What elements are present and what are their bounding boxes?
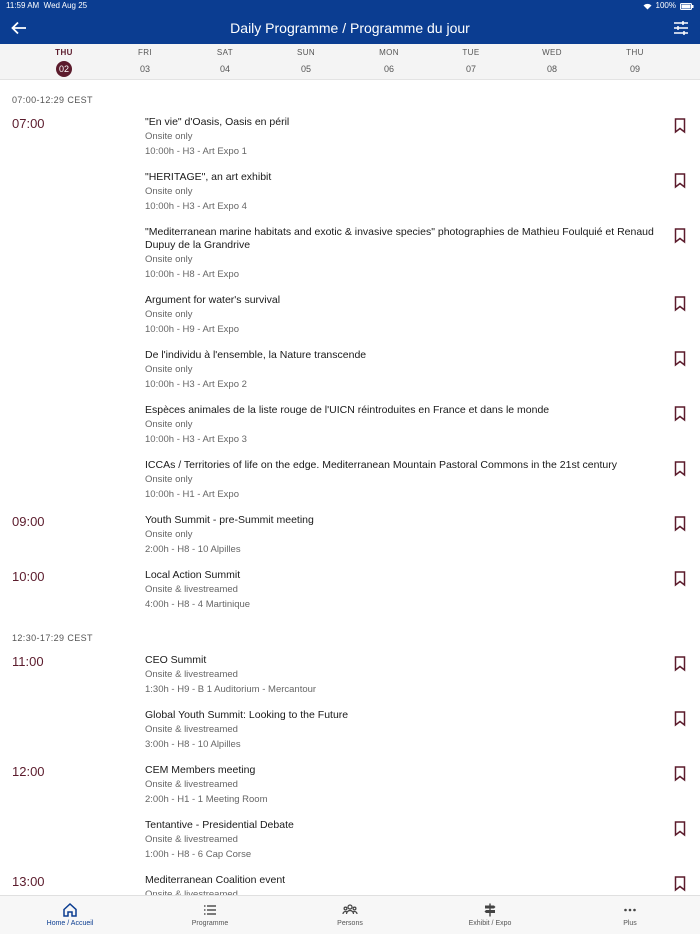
session-row[interactable] — [0, 453, 700, 508]
tab-label: Plus — [623, 920, 637, 927]
session-details: 2:00h - H8 - 10 Alpilles — [145, 544, 241, 555]
day-name: MON — [379, 48, 399, 57]
session-body — [145, 220, 655, 288]
more-icon — [580, 902, 680, 918]
bookmark-icon[interactable] — [674, 571, 686, 586]
session-title: Global Youth Summit: Looking to the Future — [145, 709, 349, 721]
bookmark-icon[interactable] — [674, 406, 686, 421]
session-time: 07:00 — [12, 116, 45, 131]
day-tab[interactable] — [605, 47, 665, 77]
session-mode: Onsite only — [145, 474, 193, 485]
session-details: 10:00h - H1 - Art Expo — [145, 489, 239, 500]
session-title: Mediterranean Coalition event — [145, 874, 286, 886]
session-body — [145, 110, 655, 165]
bookmark-icon[interactable] — [674, 516, 686, 531]
time-block-header: 07:00-12:29 CEST — [12, 95, 93, 105]
session-mode: Onsite only — [145, 364, 193, 375]
day-tab[interactable] — [115, 47, 175, 77]
session-body — [145, 453, 655, 508]
tab-item[interactable] — [300, 902, 400, 927]
session-row[interactable] — [0, 508, 700, 563]
session-mode: Onsite only — [145, 529, 193, 540]
session-mode: Onsite & livestreamed — [145, 724, 238, 735]
app-bar — [0, 12, 700, 44]
tab-label: Persons — [337, 920, 363, 927]
session-title: CEM Members meeting — [145, 764, 256, 776]
session-details: 10:00h - H9 - Art Expo — [145, 324, 239, 335]
session-body — [145, 703, 655, 758]
bookmark-icon[interactable] — [674, 656, 686, 671]
session-body — [145, 648, 655, 703]
day-number: 08 — [546, 64, 557, 74]
session-row[interactable] — [0, 703, 700, 758]
day-selector — [0, 44, 700, 80]
session-row[interactable] — [0, 288, 700, 343]
day-number: 04 — [219, 64, 230, 74]
session-row[interactable] — [0, 648, 700, 703]
session-title: Tentantive - Presidential Debate — [145, 819, 294, 831]
arrow-left-icon[interactable] — [10, 19, 28, 37]
session-row[interactable] — [0, 758, 700, 813]
session-row[interactable] — [0, 110, 700, 165]
day-name: FRI — [137, 48, 153, 57]
sliders-icon[interactable] — [672, 19, 690, 37]
status-left — [6, 0, 87, 12]
session-details: 10:00h - H3 - Art Expo 4 — [145, 201, 247, 212]
session-title: Local Action Summit — [145, 569, 241, 581]
day-tab[interactable] — [359, 47, 419, 77]
session-details: 3:00h - H8 - 10 Alpilles — [145, 739, 241, 750]
list-icon — [160, 902, 260, 918]
session-row[interactable] — [0, 165, 700, 220]
session-mode: Onsite only — [145, 254, 193, 265]
session-row[interactable] — [0, 398, 700, 453]
day-number: 05 — [300, 64, 311, 74]
session-details: 2:00h - H1 - 1 Meeting Room — [145, 794, 268, 805]
home-icon — [20, 902, 120, 918]
bookmark-icon[interactable] — [674, 351, 686, 366]
tab-item[interactable] — [580, 902, 680, 927]
day-name: THU — [626, 48, 644, 57]
session-title: Youth Summit - pre-Summit meeting — [145, 514, 314, 526]
session-title: "Mediterranean marine habitats and exotic & invasive species" photographies de Mathieu Foulquié et Renaud Dupuy de la Grandrive — [145, 226, 654, 251]
session-mode: Onsite only — [145, 131, 193, 142]
session-time: 09:00 — [12, 514, 45, 529]
day-tab[interactable] — [441, 47, 501, 77]
session-row[interactable] — [0, 563, 700, 618]
day-number: 06 — [383, 64, 394, 74]
bookmark-icon[interactable] — [674, 876, 686, 891]
session-title: CEO Summit — [145, 654, 207, 666]
bookmark-icon[interactable] — [674, 296, 686, 311]
session-body — [145, 508, 655, 563]
session-title: "HERITAGE", an art exhibit — [145, 171, 272, 183]
session-time: 11:00 — [12, 654, 44, 669]
status-time: 11:59 AM — [6, 1, 40, 10]
session-details: 10:00h - H3 - Art Expo 2 — [145, 379, 247, 390]
session-body — [145, 563, 655, 618]
session-mode: Onsite only — [145, 419, 193, 430]
session-time: 13:00 — [12, 874, 45, 889]
day-tab[interactable] — [522, 47, 582, 77]
session-mode: Onsite & livestreamed — [145, 669, 238, 680]
session-body — [145, 343, 655, 398]
session-title: Argument for water's survival — [145, 294, 281, 306]
status-bar — [0, 0, 700, 12]
session-details: 1:30h - H9 - B 1 Auditorium - Mercantour — [145, 684, 317, 695]
bookmark-icon[interactable] — [674, 711, 686, 726]
session-row[interactable] — [0, 220, 700, 288]
tab-label: Home / Accueil — [46, 920, 94, 927]
session-details: 1:00h - H8 - 6 Cap Corse — [145, 849, 252, 860]
time-block-header: 12:30-17:29 CEST — [12, 633, 93, 643]
status-right — [643, 0, 694, 12]
session-row[interactable] — [0, 343, 700, 398]
day-tab[interactable] — [276, 47, 336, 77]
session-title: ICCAs / Territories of life on the edge. Mediterranean Mountain Pastoral Commons in the 21st century — [145, 459, 617, 471]
bookmark-icon[interactable] — [674, 173, 686, 188]
session-details: 10:00h - H3 - Art Expo 1 — [145, 146, 247, 157]
session-title: De l'individu à l'ensemble, la Nature transcende — [145, 349, 367, 361]
bookmark-icon[interactable] — [674, 228, 686, 243]
session-mode: Onsite only — [145, 309, 193, 320]
day-name: SUN — [296, 48, 316, 57]
page-title: Daily Programme / Programme du jour — [230, 20, 470, 36]
day-name: TUE — [462, 48, 480, 57]
session-row[interactable] — [0, 813, 700, 868]
wifi-icon — [643, 3, 652, 10]
session-time: 12:00 — [12, 764, 45, 779]
tab-item[interactable] — [20, 902, 120, 927]
session-title: Espèces animales de la liste rouge de l'UICN réintroduites en France et dans le monde — [145, 404, 550, 416]
battery-icon — [680, 3, 694, 10]
day-tab[interactable] — [34, 47, 94, 77]
day-name: SAT — [216, 48, 234, 57]
session-details: 4:00h - H8 - 4 Martinique — [145, 599, 251, 610]
day-number: 03 — [139, 64, 150, 74]
tab-label: Programme — [191, 920, 229, 927]
day-name: THU — [55, 48, 73, 57]
session-body — [145, 813, 655, 868]
bookmark-icon[interactable] — [674, 766, 686, 781]
session-body — [145, 398, 655, 453]
session-title: "En vie" d'Oasis, Oasis en péril — [145, 116, 290, 128]
session-details: 10:00h - H8 - Art Expo — [145, 269, 239, 280]
session-mode: Onsite only — [145, 186, 193, 197]
session-details: 10:00h - H3 - Art Expo 3 — [145, 434, 247, 445]
people-icon — [300, 902, 400, 918]
session-mode: Onsite & livestreamed — [145, 834, 238, 845]
bookmark-icon[interactable] — [674, 821, 686, 836]
battery-percent: 100% — [655, 1, 676, 10]
session-body — [145, 758, 655, 813]
day-number: 09 — [629, 64, 640, 74]
day-number: 07 — [465, 64, 476, 74]
signpost-icon — [440, 902, 540, 918]
tab-label: Exhibit / Expo — [468, 920, 512, 927]
tab-item[interactable] — [440, 902, 540, 927]
tab-item[interactable] — [160, 902, 260, 927]
session-time: 10:00 — [12, 569, 45, 584]
day-tab[interactable] — [195, 47, 255, 77]
programme-list — [0, 80, 700, 895]
day-name: WED — [542, 48, 562, 57]
session-mode: Onsite & livestreamed — [145, 584, 238, 595]
session-body — [145, 165, 655, 220]
bookmark-icon[interactable] — [674, 118, 686, 133]
day-number: 02 — [56, 61, 72, 77]
session-mode: Onsite & livestreamed — [145, 779, 238, 790]
bookmark-icon[interactable] — [674, 461, 686, 476]
bottom-tab-bar — [0, 895, 700, 934]
session-body — [145, 288, 655, 343]
status-date: Wed Aug 25 — [43, 1, 88, 10]
